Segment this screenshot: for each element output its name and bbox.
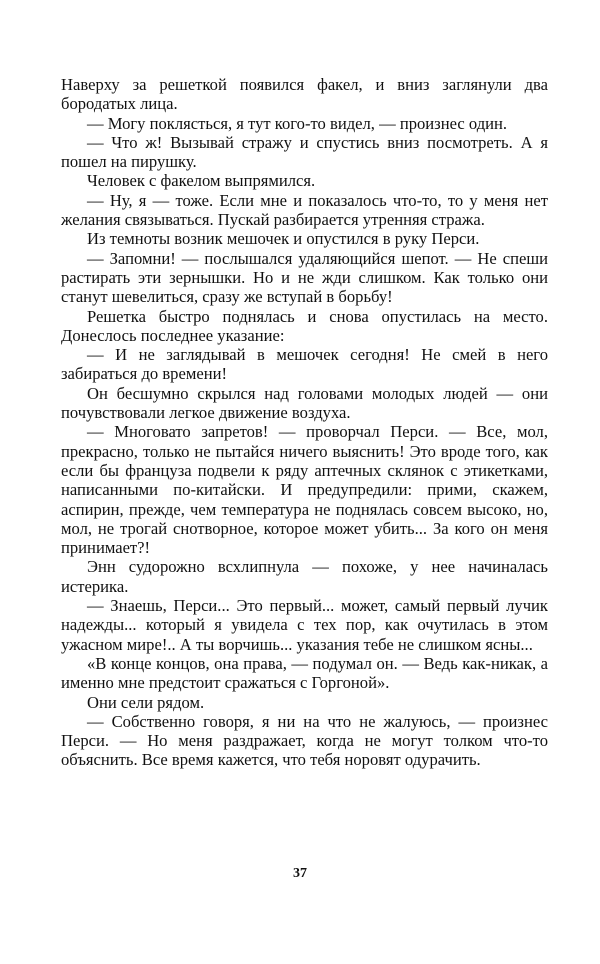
paragraph: Энн судорожно всхлипнула — похоже, у нее начиналась истерика. — [61, 557, 548, 596]
paragraph: — Многовато запретов! — проворчал Перси. — Все, мол, прекрасно, только не пытайся ничего выяснить! Это вроде того, как если бы француза подвели к ряду аптечных склянок с этикетками, написанными по-китайски. И предупредили: прими, скажем, аспирин, прежде, чем температура не поднялась совсем высоко, но, мол, не трогай снотворное, которое может убить... За кого он меня принимает?! — [61, 422, 548, 558]
paragraph: Он бесшумно скрылся над головами молодых людей — они почувствовали легкое движение воздуха. — [61, 383, 548, 423]
paragraph: Человек с факелом выпрямился. — [87, 171, 316, 191]
paragraph: — Собственно говоря, я ни на что не жалуюсь, — произнес Перси. — Но меня раздражает, когда не могут толком что-то объяснить. Все время кажется, что тебя норовят одурачить. — [61, 711, 548, 770]
paragraph: — Могу поклясться, я тут кого-то видел, — произнес один. — [87, 113, 508, 133]
paragraph: Они сели рядом. — [87, 692, 205, 712]
paragraph: Решетка быстро поднялась и снова опустилась на место. Донеслось последнее указание: — [61, 306, 548, 345]
body-text — [61, 75, 548, 770]
paragraph: — И не заглядывай в мешочек сегодня! Не смей в него забираться до времени! — [61, 345, 548, 384]
paragraph: — Запомни! — послышался удаляющийся шепот. — Не спеши растирать эти зернышки. Но и не жди слишком. Как только они станут шевелиться, сразу же вступай в борьбу! — [61, 248, 548, 307]
paragraph: — Знаешь, Перси... Это первый... может, самый первый лучик надежды... который я увидела с тех пор, как очутилась в этом ужасном мире!.. А ты ворчишь... указания тебе не слишком ясны... — [61, 596, 548, 654]
paragraph: Из темноты возник мешочек и опустился в руку Перси. — [87, 229, 480, 249]
page-number: 37 — [293, 866, 307, 881]
paragraph: — Ну, я — тоже. Если мне и показалось что-то, то у меня нет желания связываться. Пускай разбирается утренняя стража. — [61, 190, 548, 230]
paragraph: — Что ж! Вызывай стражу и спустись вниз посмотреть. А я пошел на пирушку. — [61, 132, 548, 172]
paragraph: Наверху за решеткой появился факел, и вниз заглянули два бородатых лица. — [61, 75, 548, 114]
paragraph: «В конце концов, она права, — подумал он. — Ведь как-никак, а именно мне предстоит сражаться с Горгоной». — [61, 653, 548, 693]
